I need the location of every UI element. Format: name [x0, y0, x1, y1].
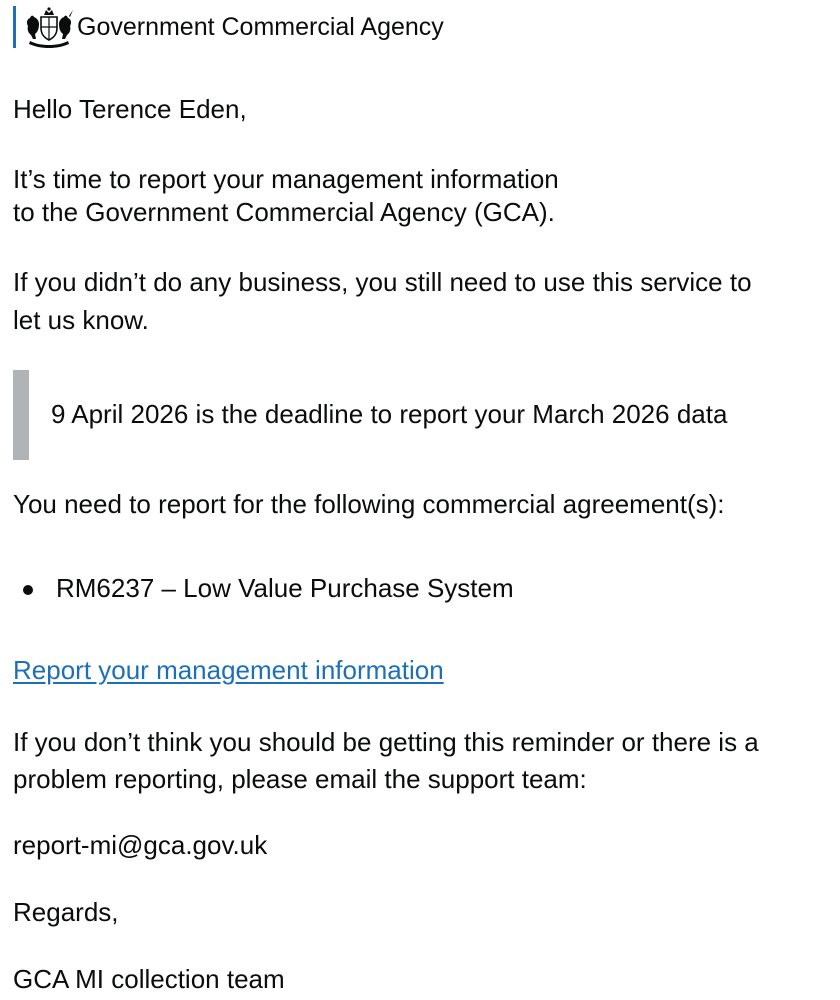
agreements-intro: You need to report for the following commercial agreement(s): — [13, 489, 725, 519]
no-business-line: let us know. — [13, 305, 149, 335]
intro-line: to the Government Commercial Agency (GCA). — [13, 197, 555, 227]
agreement-label: RM6237 – Low Value Purchase System — [56, 573, 514, 603]
agreement-item — [13, 572, 514, 606]
no-business-line: If you didn’t do any business, you still need to use this service to — [13, 267, 752, 297]
report-mi-link[interactable]: Report your management information — [13, 655, 444, 685]
greeting: Hello Terence Eden, — [13, 94, 247, 124]
bullet-icon — [23, 585, 33, 595]
support-email: report-mi@gca.gov.uk — [13, 830, 268, 860]
deadline-text: 9 April 2026 is the deadline to report your March 2026 data — [51, 399, 728, 430]
agreements-list — [13, 572, 514, 606]
no-business-paragraph — [13, 263, 752, 339]
deadline-inset — [13, 370, 828, 460]
email-header — [13, 6, 444, 48]
support-line: problem reporting, please email the support team: — [13, 764, 587, 794]
intro-paragraph — [13, 163, 559, 229]
support-paragraph — [13, 724, 759, 798]
royal-crest-icon — [24, 6, 74, 48]
agency-name: Government Commercial Agency — [77, 12, 444, 41]
regards: Regards, — [13, 897, 119, 927]
signoff: GCA MI collection team — [13, 964, 285, 994]
support-line: If you don’t think you should be getting this reminder or there is a — [13, 727, 759, 757]
intro-line: It’s time to report your management information — [13, 164, 559, 194]
